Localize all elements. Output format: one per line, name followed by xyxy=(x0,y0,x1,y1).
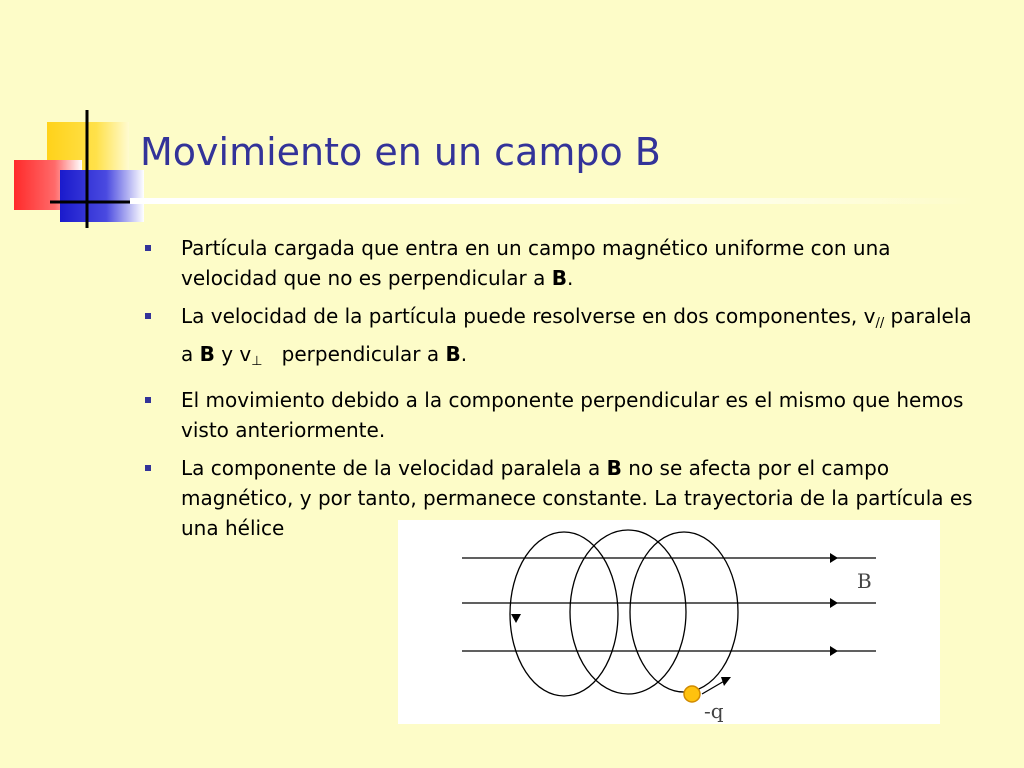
helix-diagram xyxy=(398,520,940,724)
charge-particle xyxy=(684,686,700,702)
bullet-item: La componente de la velocidad paralela a B no se afecta por el campo magnético, y por tanto, permanece constante. La trayectoria de la partícula es una hélice xyxy=(140,453,990,543)
helix-diagram-svg xyxy=(398,520,940,724)
slide-decoration xyxy=(0,0,160,240)
bullet-square-icon xyxy=(145,313,151,319)
title-underline xyxy=(130,198,975,204)
bullet-item: La velocidad de la partícula puede resolverse en dos componentes, $v_{//}$ paralela a B y $v_\perp$ perpendicular a B. xyxy=(140,301,990,377)
field-arrowhead-icon xyxy=(830,553,838,563)
bullet-item: El movimiento debido a la componente perpendicular es el mismo que hemos visto anteriormente. xyxy=(140,385,990,445)
bullet-square-icon xyxy=(145,397,151,403)
velocity-arrowhead-icon xyxy=(721,677,731,686)
direction-arrowhead-icon xyxy=(511,614,521,623)
bullet-square-icon xyxy=(145,465,151,471)
bullet-square-icon xyxy=(145,245,151,251)
blue-block xyxy=(60,170,144,222)
slide-title: Movimiento en un campo B xyxy=(140,130,661,174)
bullet-item: Partícula cargada que entra en un campo magnético uniforme con una velocidad que no es perpendicular a B. xyxy=(140,233,990,293)
field-label: B xyxy=(857,569,872,593)
helix-loop xyxy=(510,532,618,696)
field-arrowhead-icon xyxy=(830,646,838,656)
helix-loop xyxy=(630,532,738,692)
bullet-list xyxy=(140,233,990,551)
helix-loop xyxy=(570,530,686,694)
velocity-arrow xyxy=(702,680,726,694)
field-arrowhead-icon xyxy=(830,598,838,608)
charge-label: -q xyxy=(704,699,724,723)
